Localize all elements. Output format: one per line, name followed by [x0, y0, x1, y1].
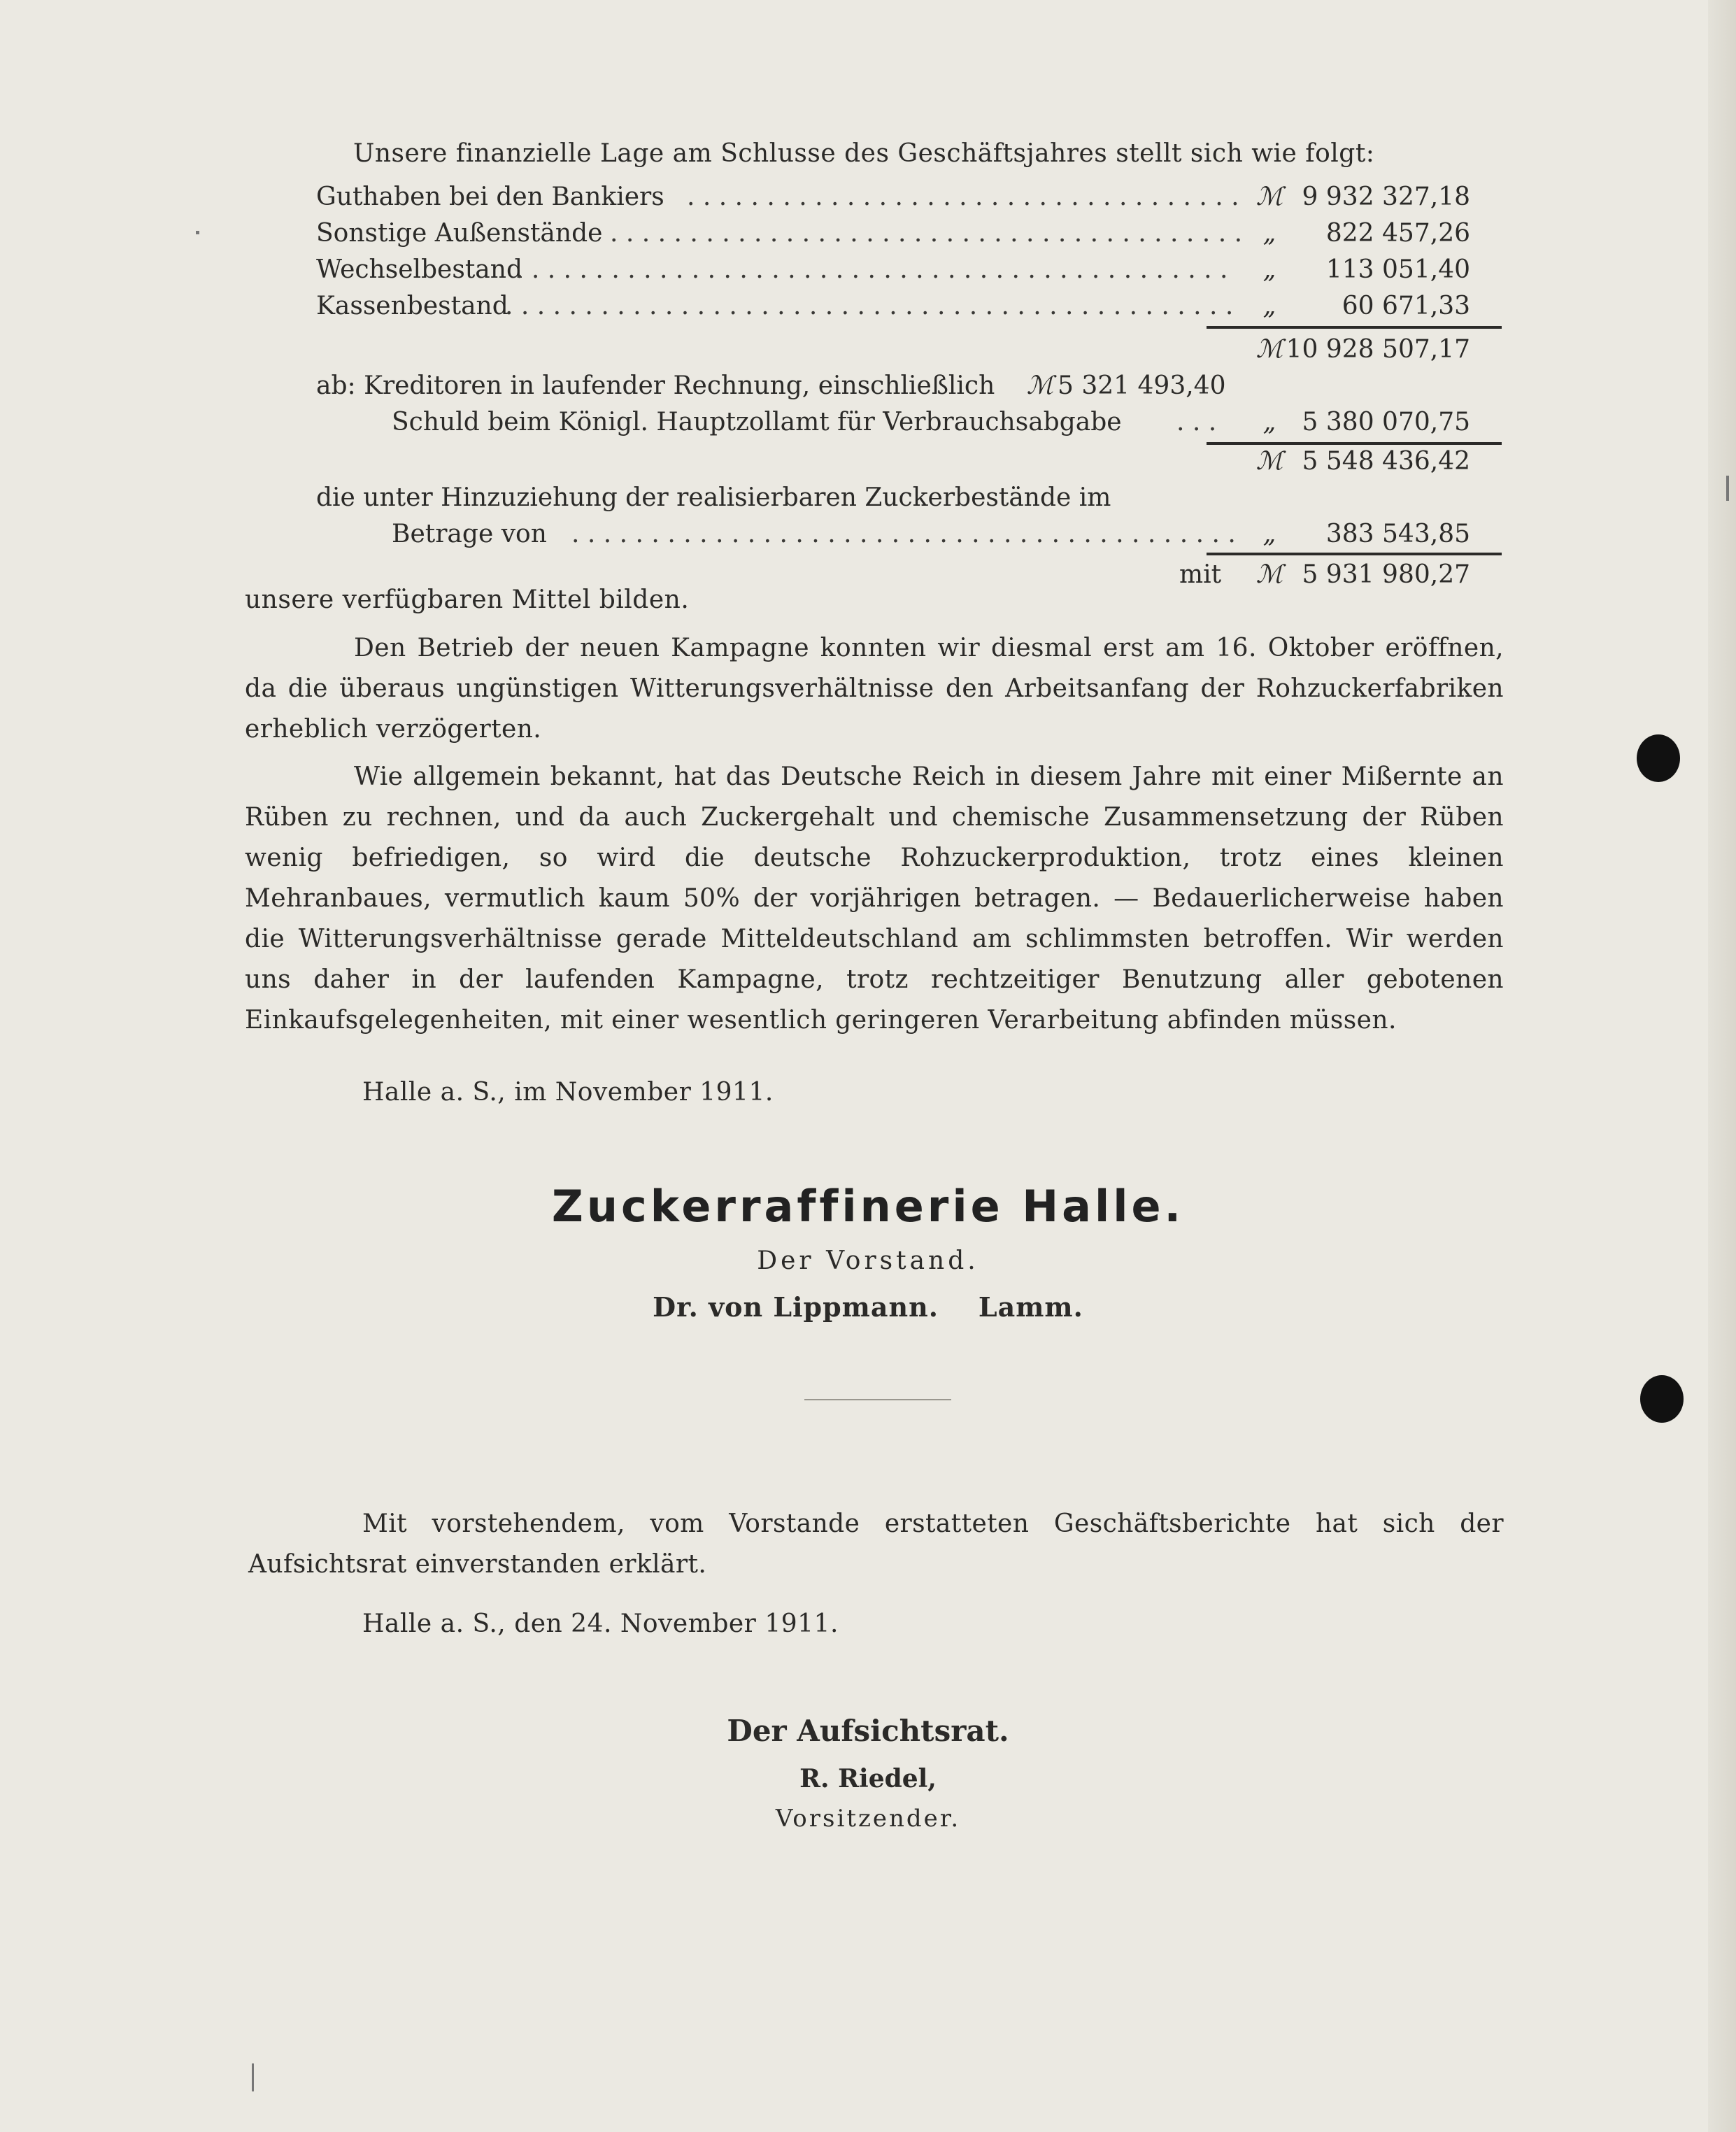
subtotal-amount: 10 928 507,17 [1286, 335, 1470, 364]
addition-amount: 383 543,85 [1325, 520, 1470, 548]
balance-label: Wechselbestand [316, 255, 522, 284]
ditto-mark: „ [1262, 408, 1276, 436]
total-amount: 5 931 980,27 [1302, 560, 1470, 589]
ditto-mark: „ [1262, 219, 1276, 248]
company-name: Zuckerraffinerie Halle. [551, 1181, 1185, 1232]
deduction-row [316, 406, 1470, 439]
mark-symbol: ℳ [1255, 447, 1283, 476]
sum-rule [1207, 553, 1502, 555]
balance-row [316, 290, 1470, 323]
leader-dots: . . . . . . . . . . . . . . . . . . . . . . . . . . . . . . . . . . . . . . . . . . . . . [515, 255, 1228, 284]
paragraph-harvest [245, 757, 1504, 1041]
balance-amount: 9 932 327,18 [1302, 183, 1470, 211]
deduction-row [316, 369, 1470, 403]
subtotal-row [316, 333, 1470, 367]
paragraph-text: Wie allgemein bekannt, hat das Deutsche Reich in diesem Jahre mit einer Mißernte an Rüben zu rechnen, und da auch Zuckergehalt und chemische Zusammensetzung der Rüben wenig befriedigen, so wird die deutsche Rohzuckerproduktion, trotz eines kleinen Mehranbaues, vermutlich kaum 50% der vorjährigen betragen. — Bedauerlicherweise haben die Witterungsverhältnisse gerade Mitteldeutschland am schlimmsten betroffen. Wir werden uns daher in der laufenden Kampagne, trotz rechtzeitiger Benutzung aller gebotenen Einkaufsgelegenheiten, mit einer wesentlich geringeren Verarbeitung abfinden müssen. [245, 762, 1504, 1035]
addition-row [316, 481, 1470, 515]
mark-symbol: ℳ [1255, 335, 1283, 364]
ditto-mark: „ [1262, 520, 1276, 548]
dateline-supervisory: Halle a. S., den 24. November 1911. [362, 1609, 839, 1638]
balance-label: Kassenbestand [316, 292, 508, 320]
deduction-inline-amount: 5 321 493,40 [1058, 371, 1226, 400]
board-heading: Der Vorstand. [757, 1246, 979, 1275]
balance-amount: 822 457,26 [1325, 219, 1470, 248]
punch-hole-top [1637, 734, 1680, 782]
leader-dots: . . . [1176, 408, 1217, 436]
leader-dots: . . . . . . . . . . . . . . . . . . . . . . . . . . . . . . . . . . . [687, 183, 1239, 211]
finance-intro: Unsere finanzielle Lage am Schlusse des Geschäftsjahres stellt sich wie folgt: [353, 139, 1375, 168]
paragraph-campaign [245, 628, 1504, 750]
subtotal-amount: 5 548 436,42 [1302, 447, 1470, 476]
balance-label: Guthaben bei den Bankiers [316, 183, 664, 211]
finance-closing: unsere verfügbaren Mittel bilden. [245, 585, 690, 614]
dateline-board: Halle a. S., im November 1911. [362, 1078, 774, 1107]
balance-row [316, 180, 1470, 214]
leader-dots: . . . . . . . . . . . . . . . . . . . . . . . . . . . . . . . . . . . . . . . . . . [571, 520, 1236, 548]
paragraph-text: Den Betrieb der neuen Kampagne konnten wir diesmal erst am 16. Oktober eröffnen, da die überaus ungünstigen Witterungsverhältnisse den Arbeitsanfang der Rohzuckerfabriken erheblich verzögerten. [245, 634, 1504, 744]
mark-symbol: ℳ [1026, 371, 1054, 400]
balance-amount: 113 051,40 [1325, 255, 1470, 284]
total-label: mit [1179, 560, 1222, 589]
balance-label: Sonstige Außenstände [316, 219, 603, 248]
ditto-mark: „ [1262, 255, 1276, 284]
mark-symbol: ℳ [1255, 560, 1283, 589]
addition-label: Betrage von [392, 520, 547, 548]
chair-name: R. Riedel, [799, 1764, 937, 1793]
deduction-label: Schuld beim Königl. Hauptzollamt für Verbrauchsabgabe [392, 408, 1122, 436]
paragraph-text: Mit vorstehendem, vom Vorstande erstatteten Geschäftsberichte hat sich der Aufsichtsrat einverstanden erklärt. [248, 1509, 1504, 1579]
mark-symbol: ℳ [1255, 183, 1283, 211]
supervisory-note [248, 1504, 1504, 1585]
deduction-amount: 5 380 070,75 [1302, 408, 1470, 436]
subtotal-row [316, 445, 1470, 478]
leader-dots: . . . . . . . . . . . . . . . . . . . . . . . . . . . . . . . . . . . . . . . . . . . . . . [505, 292, 1234, 320]
paper-speck [1726, 476, 1729, 501]
paper-speck [196, 231, 199, 234]
chair-title: Vorsitzender. [775, 1805, 961, 1833]
balance-row [316, 217, 1470, 250]
board-signatories: Dr. von Lippmann. Lamm. [653, 1291, 1083, 1323]
balance-row [316, 253, 1470, 287]
addition-label: die unter Hinzuziehung der realisierbaren Zuckerbestände im [316, 483, 1111, 512]
balance-amount: 60 671,33 [1342, 292, 1470, 320]
paper-speck [252, 2063, 254, 2091]
leader-dots: . . . . . . . . . . . . . . . . . . . . . . . . . . . . . . . . . . . . . . . . [610, 219, 1243, 248]
supervisory-board-heading: Der Aufsichtsrat. [727, 1714, 1009, 1748]
punch-hole-bottom [1640, 1375, 1684, 1423]
section-separator [804, 1399, 951, 1400]
sum-rule [1207, 326, 1502, 329]
ditto-mark: „ [1262, 292, 1276, 320]
deduction-label: ab: Kreditoren in laufender Rechnung, einschließlich [316, 371, 995, 400]
addition-row [316, 518, 1470, 551]
